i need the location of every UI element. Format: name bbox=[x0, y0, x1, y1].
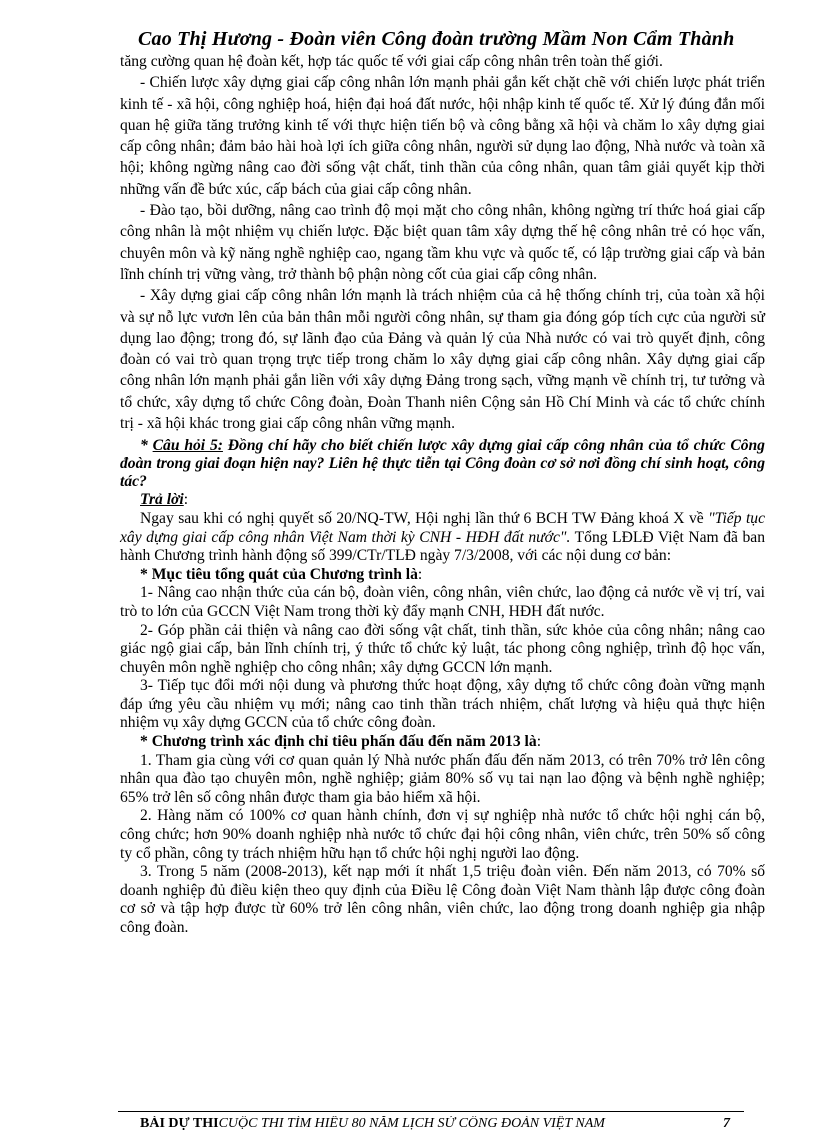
question-label: Câu hỏi 5: bbox=[152, 437, 223, 455]
target-item: 2. Hàng năm có 100% cơ quan hành chính, đơn vị sự nghiệp nhà nước tổ chức hội nghị cán bộ, công chức; hơn 90% doanh nghiệp nhà nước tổ chức đại hội công nhân, viên chức, trên 50% số công ty cổ phần, công ty trách nhiệm hữu hạn tổ chức hội nghị người lao động. bbox=[120, 807, 765, 862]
question-text: Đồng chí hãy cho biết chiến lược xây dựng giai cấp công nhân của tổ chức Công đoàn trong giai đoạn hiện nay? Liên hệ thực tiễn tại Công đoàn cơ sở nơi đồng chí sinh hoạt, công tác? bbox=[120, 437, 765, 491]
goals-heading-colon: : bbox=[417, 565, 423, 583]
answer-label-line bbox=[120, 491, 765, 510]
goal-item: 2- Góp phần cải thiện và nâng cao đời sống vật chất, tinh thần, sức khỏe của công nhân; nâng cao giác ngộ giai cấp, bản lĩnh chính trị, ý thức tổ chức kỷ luật, tác phong công nghiệp, trình độ học vấn, chuyên môn nghề nghiệp cho công nhân; xây dựng GCCN lớn mạnh. bbox=[120, 621, 765, 676]
goal-item: 1- Nâng cao nhận thức của cán bộ, đoàn viên, công nhân, viên chức, lao động cả nước về vị trí, vai trò to lớn của GCCN Việt Nam trong thời kỳ đẩy mạnh CNH, HĐH đất nước. bbox=[120, 584, 765, 620]
goals-heading: * Mục tiêu tổng quát của Chương trình là bbox=[140, 565, 418, 583]
answer-label: Trả lời bbox=[140, 491, 184, 509]
target-item: 1. Tham gia cùng với cơ quan quản lý Nhà nước phấn đấu đến năm 2013, có trên 70% trở lên công nhân qua đào tạo chuyên môn, nghề nghiệp; giảm 80% số vụ tai nạn lao động và bệnh nghề nghiệp; 65% trở lên số công nhân được tham gia bảo hiểm xã hội. bbox=[120, 751, 765, 806]
answer-intro bbox=[120, 510, 765, 566]
answer-colon: : bbox=[183, 491, 189, 509]
footer-divider bbox=[118, 1111, 744, 1112]
paragraph-training: - Đào tạo, bồi dưỡng, nâng cao trình độ mọi mặt cho công nhân, không ngừng trí thức hoá giai cấp công nhân là một nhiệm vụ chiến lược. Đặc biệt quan tâm xây dựng thế hệ công nhân trẻ có học vấn, chuyên môn và kỹ năng nghề nghiệp cao, ngang tầm khu vực và quốc tế, có lập trường giai cấp và bản lĩnh chính trị vững vàng, trở thành bộ phận nòng cốt của giai cấp công nhân. bbox=[120, 202, 765, 283]
page-header: Cao Thị Hương - Đoàn viên Công đoàn trường Mầm Non Cẩm Thành bbox=[138, 28, 735, 50]
targets-heading-colon: : bbox=[536, 733, 542, 751]
paragraph-responsibility: - Xây dựng giai cấp công nhân lớn mạnh là trách nhiệm của cả hệ thống chính trị, của toàn xã hội và sự nỗ lực vươn lên của bản thân mỗi người công nhân, sự tham gia đóng góp tích cực của người sử dụng lao động; trong đó, sự lãnh đạo của Đảng và quản lý của Nhà nước có vai trò quyết định, công đoàn có vai trò quan trọng trực tiếp trong chăm lo xây dựng giai cấp công nhân. Xây dựng giai cấp công nhân lớn mạnh phải gắn liền với xây dựng Đảng trong sạch, vững mạnh về chính trị, tư tưởng và tổ chức, xây dựng tổ chức Công đoàn, Đoàn Thanh niên Cộng sản Hồ Chí Minh và các tổ chức chính trị - xã hội khác trong giai cấp công nhân vững mạnh. bbox=[120, 287, 765, 433]
paragraph-continuation: tăng cường quan hệ đoàn kết, hợp tác quốc tế với giai cấp công nhân trên toàn thế giới. bbox=[120, 53, 663, 70]
goal-item: 3- Tiếp tục đổi mới nội dung và phương thức hoạt động, xây dựng tổ chức công đoàn vững mạnh đáp ứng yêu cầu nhiệm vụ mới; nâng cao tinh thần trách nhiệm, chất lượng và hiệu quả thực hiện nhiệm vụ xây dựng GCCN của tổ chức công đoàn. bbox=[120, 677, 765, 732]
targets-heading-line bbox=[120, 733, 765, 752]
page-body bbox=[120, 51, 765, 938]
targets-heading: * Chương trình xác định chỉ tiêu phấn đấu đến năm 2013 là bbox=[140, 733, 537, 751]
question-prefix: * bbox=[140, 437, 153, 455]
footer-subtitle: CUỘC THI TÌM HIỂU 80 NĂM LỊCH SỬ CÔNG ĐOÀN VIỆT NAM bbox=[218, 1116, 605, 1130]
answer-intro-1: Ngay sau khi có nghị quyết số 20/NQ-TW, Hội nghị lần thứ 6 BCH TW Đảng khoá X về bbox=[140, 509, 709, 527]
question-5 bbox=[120, 437, 765, 491]
answer-intro-quote: "Tiếp tục xây dựng giai cấp công nhân Việt Nam thời kỳ CNH - HĐH đất nước". bbox=[120, 509, 765, 546]
target-item: 3. Trong 5 năm (2008-2013), kết nạp mới ít nhất 1,5 triệu đoàn viên. Đến năm 2013, có 70% số doanh nghiệp đủ điều kiện theo quy định của Điều lệ Công đoàn Việt Nam thành lập được công đoàn cơ sở và tập hợp được từ 60% trở lên công nhân, viên chức, lao động trong doanh nghiệp gia nhập công đoàn. bbox=[120, 863, 765, 936]
page-footer bbox=[140, 1116, 780, 1130]
footer-label: BÀI DỰ THI bbox=[140, 1116, 219, 1130]
page-number: 7 bbox=[723, 1116, 730, 1130]
answer-intro-2: Tổng LĐLĐ Việt Nam đã ban hành Chương trình hành động số 399/CTr/TLĐ ngày 7/3/2008, với các nội dung cơ bản: bbox=[120, 528, 765, 565]
paragraph-strategy-economy: - Chiến lược xây dựng giai cấp công nhân lớn mạnh phải gắn kết chặt chẽ với chiến lược phát triển kinh tế - xã hội, công nghiệp hoá, hiện đại hoá đất nước, hội nhập kinh tế quốc tế. Xử lý đúng đắn mối quan hệ giữa tăng trưởng kinh tế với thực hiện tiến bộ và công bằng xã hội và chăm lo xây dựng giai cấp công nhân; đảm bảo hài hoà lợi ích giữa công nhân, người sử dụng lao động, Nhà nước và toàn xã hội; không ngừng nâng cao đời sống vật chất, tinh thần của công nhân, quan tâm giải quyết kịp thời những vấn đề bức xúc, cấp bách của giai cấp công nhân. bbox=[120, 74, 765, 198]
goals-heading-line bbox=[120, 566, 765, 585]
